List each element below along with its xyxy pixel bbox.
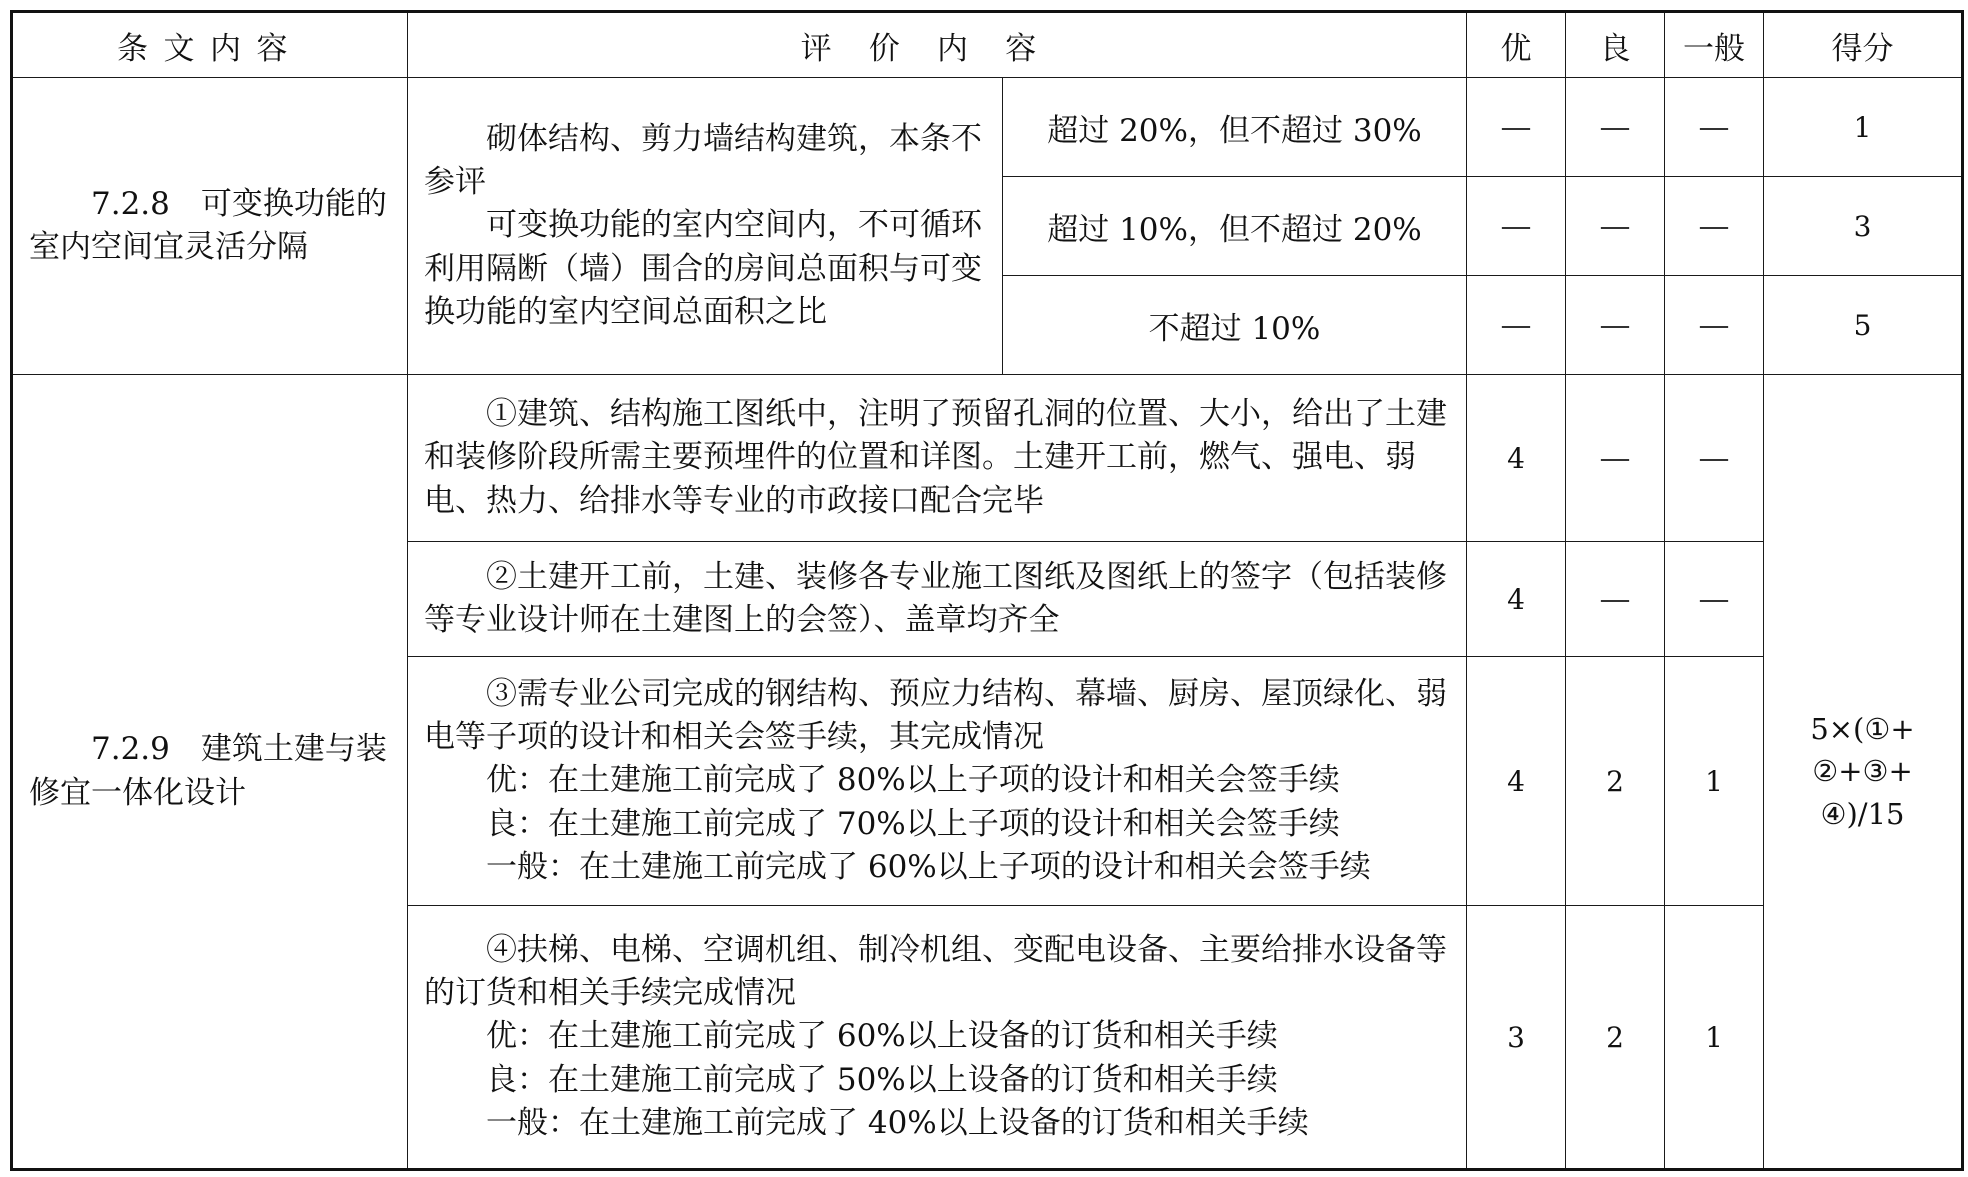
range-728-1: 超过 20%，但不超过 30% [1003,78,1467,177]
general-729-4: 1 [1665,906,1764,1170]
header-good: 良 [1566,12,1665,78]
content-729-4-line1: ④扶梯、电梯、空调机组、制冷机组、变配电设备、主要给排水设备等的订货和相关手续完成情况 [424,931,1447,1011]
score-formula-line1: 5×(①+ [1810,712,1915,747]
good-729-3: 2 [1566,657,1665,906]
header-row [12,12,1963,78]
clause-729 [12,375,408,1170]
score-formula-729 [1764,375,1963,1170]
content-729-1-line1: ①建筑、结构施工图纸中，注明了预留孔洞的位置、大小，给出了土建和装修阶段所需主要预埋件的位置和详图。土建开工前，燃气、强电、弱电、热力、给排水等专业的市政接口配合完毕 [424,395,1447,519]
general-728-3: — [1665,276,1764,375]
score-formula-line2: ②+③+ [1812,754,1913,789]
score-728-3: 5 [1764,276,1963,375]
general-729-1: — [1665,375,1764,542]
excellent-728-1: — [1467,78,1566,177]
header-score: 得分 [1764,12,1963,78]
table-row [12,375,1963,542]
range-728-2: 超过 10%，但不超过 20% [1003,177,1467,276]
excellent-729-4: 3 [1467,906,1566,1170]
content-729-3-line3: 良：在土建施工前完成了 70%以上子项的设计和相关会签手续 [486,805,1340,842]
content-729-2-line1: ②土建开工前，土建、装修各专业施工图纸及图纸上的签字（包括装修等专业设计师在土建图上的会签）、盖章均齐全 [424,558,1447,638]
content-729-4-line2: 优：在土建施工前完成了 60%以上设备的订货和相关手续 [486,1018,1278,1055]
content-729-3-line2: 优：在土建施工前完成了 80%以上子项的设计和相关会签手续 [486,762,1340,799]
content-728-line1: 砌体结构、剪力墙结构建筑，本条不参评 [424,120,982,200]
header-evaluation: 评价内容 [408,12,1467,78]
good-729-4: 2 [1566,906,1665,1170]
excellent-728-3: — [1467,276,1566,375]
general-728-2: — [1665,177,1764,276]
content-729-4-line4: 一般：在土建施工前完成了 40%以上设备的订货和相关手续 [486,1105,1309,1142]
content-729-4 [408,906,1467,1170]
general-728-1: — [1665,78,1764,177]
range-728-3: 不超过 10% [1003,276,1467,375]
header-excellent: 优 [1467,12,1566,78]
score-728-2: 3 [1764,177,1963,276]
good-729-1: — [1566,375,1665,542]
score-formula-line3: ④)/15 [1820,796,1905,831]
clause-728-text: 7.2.8 可变换功能的室内空间宜灵活分隔 [29,185,387,265]
good-728-3: — [1566,276,1665,375]
content-728 [408,78,1003,375]
excellent-729-3: 4 [1467,657,1566,906]
general-729-2: — [1665,542,1764,657]
content-729-1 [408,375,1467,542]
content-729-3 [408,657,1467,906]
content-728-line2: 可变换功能的室内空间内，不可循环利用隔断（墙）围合的房间总面积与可变换功能的室内空间总面积之比 [424,207,982,331]
clause-728 [12,78,408,375]
header-general: 一般 [1665,12,1764,78]
excellent-728-2: — [1467,177,1566,276]
content-729-3-line4: 一般：在土建施工前完成了 60%以上子项的设计和相关会签手续 [486,849,1371,886]
score-728-1: 1 [1764,78,1963,177]
good-729-2: — [1566,542,1665,657]
header-clause: 条文内容 [12,12,408,78]
general-729-3: 1 [1665,657,1764,906]
table-row [12,78,1963,177]
good-728-1: — [1566,78,1665,177]
good-728-2: — [1566,177,1665,276]
evaluation-table [10,10,1964,1171]
content-729-2 [408,542,1467,657]
content-729-3-line1: ③需专业公司完成的钢结构、预应力结构、幕墙、厨房、屋顶绿化、弱电等子项的设计和相关会签手续，其完成情况 [424,675,1447,755]
clause-729-text: 7.2.9 建筑土建与装修宜一体化设计 [29,731,387,811]
excellent-729-2: 4 [1467,542,1566,657]
content-729-4-line3: 良：在土建施工前完成了 50%以上设备的订货和相关手续 [486,1061,1278,1098]
excellent-729-1: 4 [1467,375,1566,542]
